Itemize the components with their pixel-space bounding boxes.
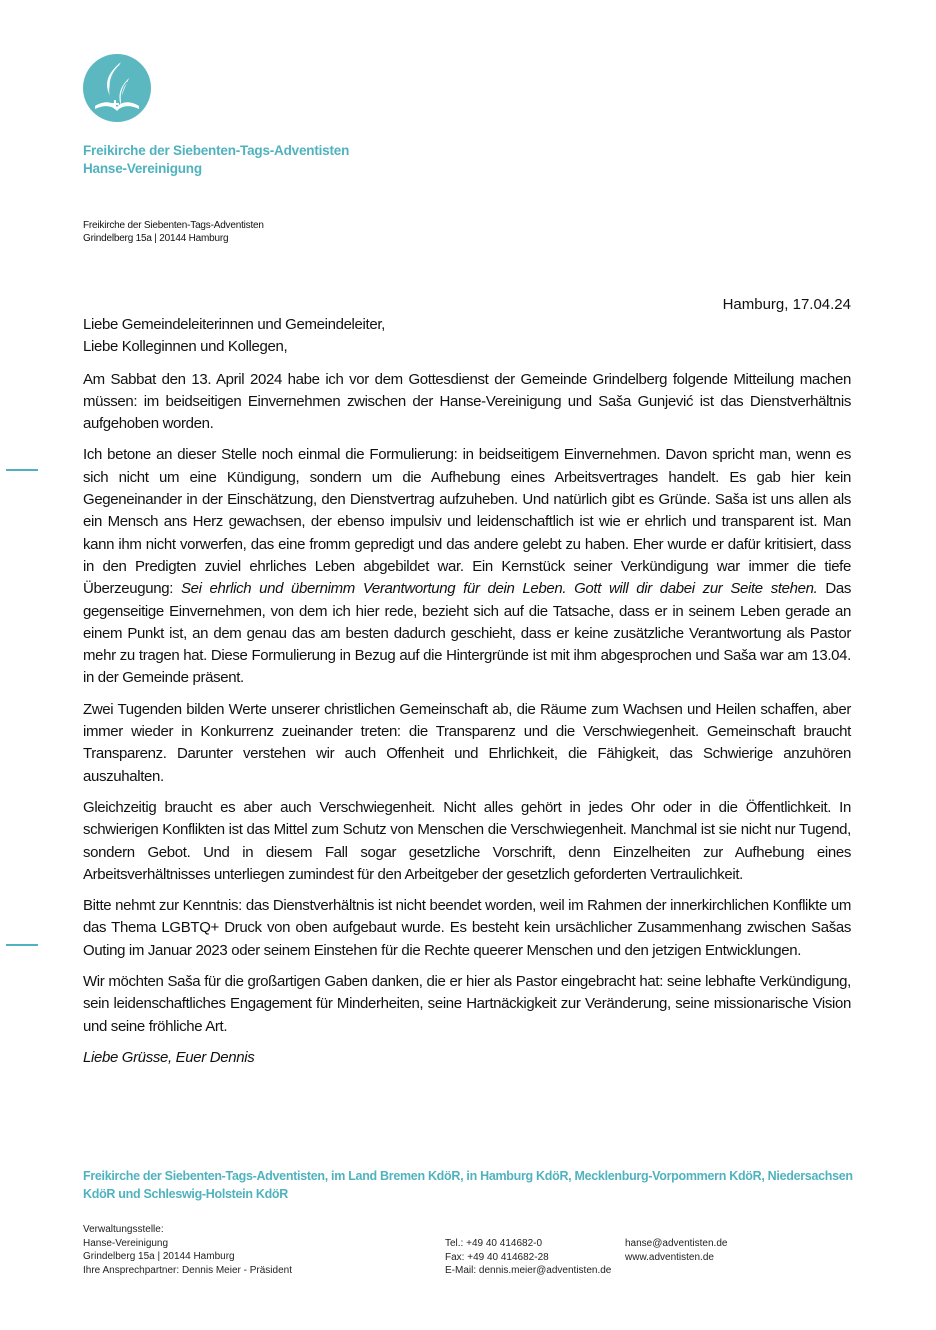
greeting: [83, 314, 851, 359]
paragraph-1: Am Sabbat den 13. April 2024 habe ich vor dem Gottesdienst der Gemeinde Grindelberg folgende Mitteilung machen müssen: im beidseitigen Einvernehmen zwischen der Hanse-Vereinigung und Saša Gunjević ist das Dienstverhältnis aufgehoben worden.: [83, 370, 851, 433]
closing-signature: Liebe Grüsse, Euer Dennis: [83, 1048, 255, 1066]
greeting-line-2: Liebe Kolleginnen und Kollegen,: [83, 338, 288, 356]
sender-street: Grindelberg 15a | 20144 Hamburg: [83, 233, 229, 244]
fold-mark-top: [6, 469, 38, 471]
paragraph-4: Gleichzeitig braucht es aber auch Verschwiegenheit. Nicht alles gehört in jedes Ohr oder in die Öffentlichkeit. In schwierigen Konflikten ist das Mittel zum Schutz von Menschen die Verschwiegenheit. Manchmal ist sie nicht nur Tugend, sondern Gebot. Und in diesem Fall sogar gesetzliche Vorschrift, denn Einzelheiten zur Aufhebung eines Arbeitsverhältnisses unterliegen zumindest für den Arbeitgeber der gesetzlich geforderten Vertraulichkeit.: [83, 798, 851, 883]
paragraph-3: Zwei Tugenden bilden Werte unserer christlichen Gemeinschaft ab, die Räume zum Wachsen und Heilen schaffen, aber immer wieder in Konkurrenz zueinander treten: die Transparenz und die Verschwiegenheit. Gemeinschaft braucht Transparenz. Darunter verstehen wir auch Offenheit und Ehrlichkeit, die Fähigkeit, das Schwierige anzuhören auszuhalten.: [83, 700, 851, 785]
sender-org: Freikirche der Siebenten-Tags-Adventisten: [83, 220, 264, 231]
admin-address: Grindelberg 15a | 20144 Hamburg: [83, 1251, 235, 1263]
paragraph-5: Bitte nehmt zur Kenntnis: das Dienstverhältnis ist nicht beendet worden, weil im Rahmen der innerkirchlichen Konflikte um das Thema LGBTQ+ Druck von oben aufgebaut wurde. Es besteht kein ursächlicher Zusammenhang zwischen Sašas Outing im Januar 2023 oder seinem Einstehen für die Rechte queerer Menschen und den jetzigen Entwicklungen.: [83, 897, 851, 959]
email-general-link[interactable]: hanse@adventisten.de: [625, 1238, 728, 1249]
letter-body: [83, 314, 851, 1069]
website-link[interactable]: www.adventisten.de: [625, 1251, 714, 1263]
org-name: Freikirche der Siebenten-Tags-Adventisten: [83, 143, 350, 158]
footer-phone-contact: [445, 1237, 611, 1278]
paragraph-2: [83, 444, 851, 689]
email-person-link[interactable]: E-Mail: dennis.meier@adventisten.de: [445, 1265, 612, 1277]
footer-web-contact: [625, 1237, 727, 1264]
adventist-logo-icon: [83, 54, 151, 122]
fax: Fax: +49 40 414682-28: [445, 1251, 549, 1263]
telephone: Tel.: +49 40 414682-0: [445, 1238, 543, 1249]
org-unit: Hanse-Vereinigung: [83, 161, 202, 176]
admin-label: Verwaltungsstelle:: [83, 1224, 164, 1235]
footer-admin-office: [83, 1223, 292, 1278]
paragraph-2-quote: Sei ehrlich und übernimm Verantwortung für dein Leben. Gott will dir dabei zur Seite stehen.: [180, 580, 818, 598]
sender-address: [83, 219, 264, 245]
organization-header: [83, 142, 349, 178]
letter-date: Hamburg, 17.04.24: [722, 296, 851, 313]
admin-name: Hanse-Vereinigung: [83, 1237, 169, 1249]
fold-mark-bottom: [6, 944, 38, 946]
paragraph-6: Wir möchten Saša für die großartigen Gaben danken, die er hier als Pastor eingebracht hat: seine lebhafte Verkündigung, sein leidenschaftliches Engagement für Minderheiten, seine Hartnäckigkeit zur Veränderung, seine missionarische Vision und seine fröhliche Art.: [83, 973, 851, 1035]
greeting-line-1: Liebe Gemeindeleiterinnen und Gemeindeleiter,: [83, 316, 385, 333]
contact-person: Ihre Ansprechpartner: Dennis Meier - Präsident: [83, 1265, 292, 1277]
footer-legal-name: Freikirche der Siebenten-Tags-Adventisten, im Land Bremen KdöR, in Hamburg KdöR, Mecklenburg-Vorpommern KdöR, Niedersachsen KdöR und Schleswig-Holstein KdöR: [83, 1169, 853, 1201]
paragraph-2-text: Ich betone an dieser Stelle noch einmal die Formulierung: in beidseitigem Einvernehmen. Davon spricht man, wenn es sich nicht um eine Kündigung, sondern um die Aufhebung eines Arbeitsvertrages handelt. Es gab hier kein Gegeneinander in der Einschätzung, den Dienstvertrag aufzuheben. Und natürlich gibt es Gründe. Saša ist uns allen als ein Mensch ans Herz gewachsen, der ebenso impulsiv und leidenschaftlich ist wie er ehrlich und transparent ist. Man kann ihm nicht vorwerfen, das eine fromm gepredigt und das andere gelebt zu haben. Eher wurde er dafür kritisiert, dass in den Predigten zuviel ehrliches Leben abgebildet war. Ein Kernstück seiner Verkündigung war immer die tiefe Überzeugung:: [83, 446, 851, 598]
paragraph-2-continuation: Das gegenseitige Einvernehmen, von dem ich hier rede, bezieht sich auf die Tatsache, dass er in seinem Leben gerade an einem Punkt ist, an dem genau das am besten dadurch geschieht, dass er keine zusätzliche Verantwortung als Pastor mehr zu tragen hat. Diese Formulierung in Bezug auf die Hintergründe ist mit ihm abgesprochen und Saša war am 13.04. in der Gemeinde präsent.: [83, 580, 851, 687]
